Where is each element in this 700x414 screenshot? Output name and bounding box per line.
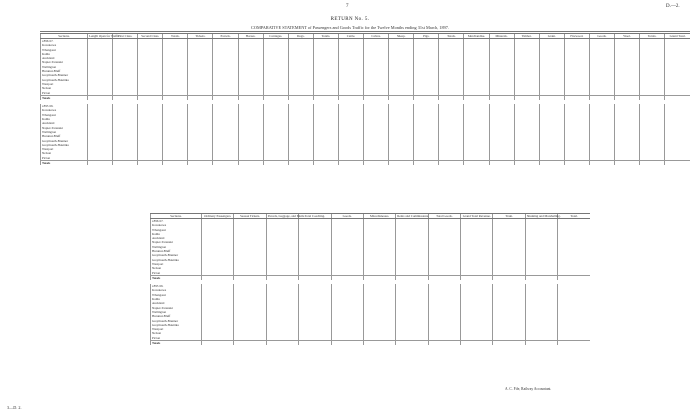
column-header: Tickets. <box>188 34 213 39</box>
section-name: Wellington <box>41 65 88 69</box>
column-header: Dogs. <box>288 34 313 39</box>
footer-code: 3—D. 2. <box>7 405 22 410</box>
column-header: Parcels, Luggage, and Mails. <box>267 214 305 218</box>
section-name: Nelson <box>41 86 88 90</box>
section-name: Napier-Taranaki <box>151 306 202 310</box>
lower-table-wrap <box>150 213 590 349</box>
section-name: Kaihu <box>151 232 202 236</box>
section-name: Auckland <box>151 236 202 240</box>
totals-label: Totals <box>151 341 202 346</box>
section-name: Greymouth-Hokitika <box>151 323 202 327</box>
section-name: Greymouth-Hokitika <box>151 258 202 262</box>
section-name: Greymouth-Hokitika <box>41 78 88 82</box>
column-header: Wool. <box>614 34 639 39</box>
upper-table-wrap <box>40 33 690 169</box>
section-name: Kawakawa <box>41 43 88 47</box>
column-header: Totals. <box>640 34 665 39</box>
section-name: Auckland <box>41 56 88 60</box>
report-code: D.—2. <box>666 4 680 9</box>
column-header: Totals. <box>163 34 188 39</box>
section-name: Picton <box>151 271 202 276</box>
upper-top-rule <box>40 31 690 32</box>
section-name: Kawakawa <box>151 288 202 292</box>
section-name: Hurunui-Bluff <box>151 249 202 253</box>
column-header: Grand Total Revenue. <box>461 214 493 219</box>
column-header: First Class. <box>113 34 138 39</box>
period-label: 1896-97. <box>41 39 88 44</box>
section-name: Picton <box>41 91 88 96</box>
column-header: Sections. <box>41 34 88 39</box>
section-name: Nelson <box>41 151 88 155</box>
column-header: Shunting and Marshalling. <box>526 214 561 218</box>
column-header: Calves. <box>364 34 389 39</box>
column-header: Train. <box>493 214 525 219</box>
section-name: Nelson <box>151 266 202 270</box>
column-header: Goods. <box>331 214 363 219</box>
column-header: Merchandise. <box>464 34 489 39</box>
return-title: RETURN No. 5. <box>330 17 370 22</box>
section-name: Greymouth-Brunner <box>41 73 88 77</box>
period-label: 1895-96. <box>41 104 88 108</box>
section-name: Westport <box>41 147 88 151</box>
upper-table <box>40 33 690 169</box>
column-header: Timber. <box>514 34 539 39</box>
column-header: Sections. <box>151 214 202 219</box>
column-header: Total Goods. <box>428 214 460 219</box>
lower-table <box>150 213 590 349</box>
column-header: Rents and Commissions. <box>397 214 429 218</box>
column-header: Minerals. <box>489 34 514 39</box>
section-name: Auckland <box>151 301 202 305</box>
column-header: Totals. <box>439 34 464 39</box>
column-header: Parcels. <box>213 34 238 39</box>
period-label: 1895-96. <box>151 284 202 288</box>
column-header: Goods. <box>589 34 614 39</box>
column-header: Carriages. <box>263 34 288 39</box>
section-name: Greymouth-Brunner <box>151 253 202 257</box>
section-name: Whangarei <box>151 228 202 232</box>
section-name: Kaihu <box>151 297 202 301</box>
column-header: Firewood. <box>564 34 589 39</box>
section-name: Hurunui-Bluff <box>41 134 88 138</box>
signature: A. C. Fife, Railway Accountant. <box>505 387 552 391</box>
section-name: Kaihu <box>41 117 88 121</box>
section-name: Westport <box>151 262 202 266</box>
column-header: Grain. <box>539 34 564 39</box>
period-label: 1896-97. <box>151 219 202 224</box>
column-header: Total Coaching. <box>299 214 331 219</box>
section-name: Westport <box>41 82 88 86</box>
section-name: Picton <box>151 336 202 341</box>
section-name: Kawakawa <box>151 223 202 227</box>
section-name: Napier-Taranaki <box>41 60 88 64</box>
column-header: Sheep. <box>389 34 414 39</box>
column-header: Cattle. <box>338 34 363 39</box>
section-name: Greymouth-Hokitika <box>41 143 88 147</box>
column-header: Pigs. <box>414 34 439 39</box>
section-name: Greymouth-Brunner <box>41 139 88 143</box>
column-header: Horses. <box>238 34 263 39</box>
column-header: Second Class. <box>138 34 163 39</box>
section-name: Wellington <box>41 130 88 134</box>
section-name: Napier-Taranaki <box>41 126 88 130</box>
section-name: Kaihu <box>41 52 88 56</box>
section-name: Napier-Taranaki <box>151 240 202 244</box>
column-header: Season Tickets. <box>234 214 266 219</box>
column-header: Grand Total. <box>665 34 690 39</box>
totals-label: Totals <box>151 275 202 280</box>
section-name: Whangarei <box>151 293 202 297</box>
section-name: Wellington <box>151 310 202 314</box>
column-header: Length Open for Traffic. <box>89 34 121 38</box>
column-header: Miscellaneous. <box>363 214 395 219</box>
statement-subtitle: COMPARATIVE STATEMENT of Passengers and Goods Traffic for the Twelve Months ending 31st March, 1897. <box>250 25 450 30</box>
section-name: Hurunui-Bluff <box>151 314 202 318</box>
totals-label: Totals <box>41 161 88 166</box>
section-name: Kawakawa <box>41 108 88 112</box>
page-number: 7 <box>346 4 349 9</box>
section-name: Auckland <box>41 121 88 125</box>
column-header: Ordinary Passengers. <box>202 214 234 219</box>
section-name: Hurunui-Bluff <box>41 69 88 73</box>
section-name: Whangarei <box>41 48 88 52</box>
section-name: Picton <box>41 156 88 161</box>
column-header: Total. <box>558 214 590 219</box>
section-name: Nelson <box>151 331 202 335</box>
section-name: Westport <box>151 327 202 331</box>
column-header: Totals. <box>313 34 338 39</box>
section-name: Wellington <box>151 245 202 249</box>
section-name: Whangarei <box>41 113 88 117</box>
totals-label: Totals <box>41 95 88 100</box>
section-name: Greymouth-Brunner <box>151 319 202 323</box>
